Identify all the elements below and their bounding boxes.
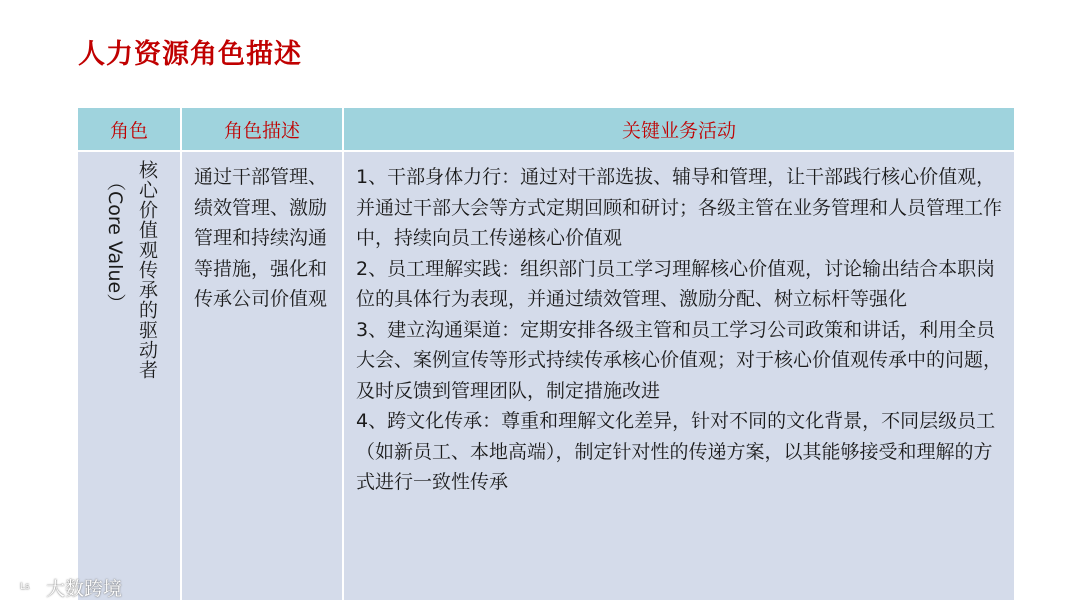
- key-activities-cell: [344, 152, 1014, 600]
- header-role: 角色: [78, 108, 180, 150]
- watermark: [10, 574, 122, 601]
- role-sub-text: （Core Value）: [104, 172, 126, 313]
- watermark-text: 大数跨境: [46, 578, 123, 600]
- header-key-activities: 关键业务活动: [344, 108, 1014, 150]
- role-vertical-text: [78, 160, 180, 600]
- activity-item: 1、干部身体力行：通过对干部选拔、辅导和管理，让干部践行核心价值观，并通过干部大会等方式定期回顾和研讨；各级主管在业务管理和人员管理工作中，持续向员工传递核心价值观: [356, 166, 1003, 249]
- watermark-logo-icon: [10, 577, 40, 599]
- activities-list: [356, 162, 1006, 498]
- activity-item: 2、员工理解实践：组织部门员工学习理解核心价值观，讨论输出结合本职岗位的具体行为表现，并通过绩效管理、激励分配、树立标杆等强化: [356, 257, 996, 310]
- role-desc-text: 通过干部管理、绩效管理、激励管理和持续沟通等措施，强化和传承公司价值观: [194, 166, 328, 310]
- activity-item: 3、建立沟通渠道：定期安排各级主管和员工学习公司政策和讲话，利用全员大会、案例宣传等形式持续传承核心价值观；对于核心价值观传承中的问题，及时反馈到管理团队，制定措施改进: [356, 318, 1003, 402]
- role-table: [78, 108, 1014, 600]
- activity-item: 4、跨文化传承：尊重和理解文化差异，针对不同的文化背景，不同层级员工（如新员工、本地高端），制定针对性的传递方案，以其能够接受和理解的方式进行一致性传承: [356, 410, 996, 493]
- header-role-desc: 角色描述: [182, 108, 342, 150]
- page-title: 人力资源角色描述: [78, 39, 302, 70]
- role-desc-cell: [182, 152, 342, 600]
- role-main-text: 核心价值观传承的驱动者: [136, 160, 158, 380]
- role-cell: [78, 152, 180, 600]
- svg-text:Ls: Ls: [20, 581, 30, 592]
